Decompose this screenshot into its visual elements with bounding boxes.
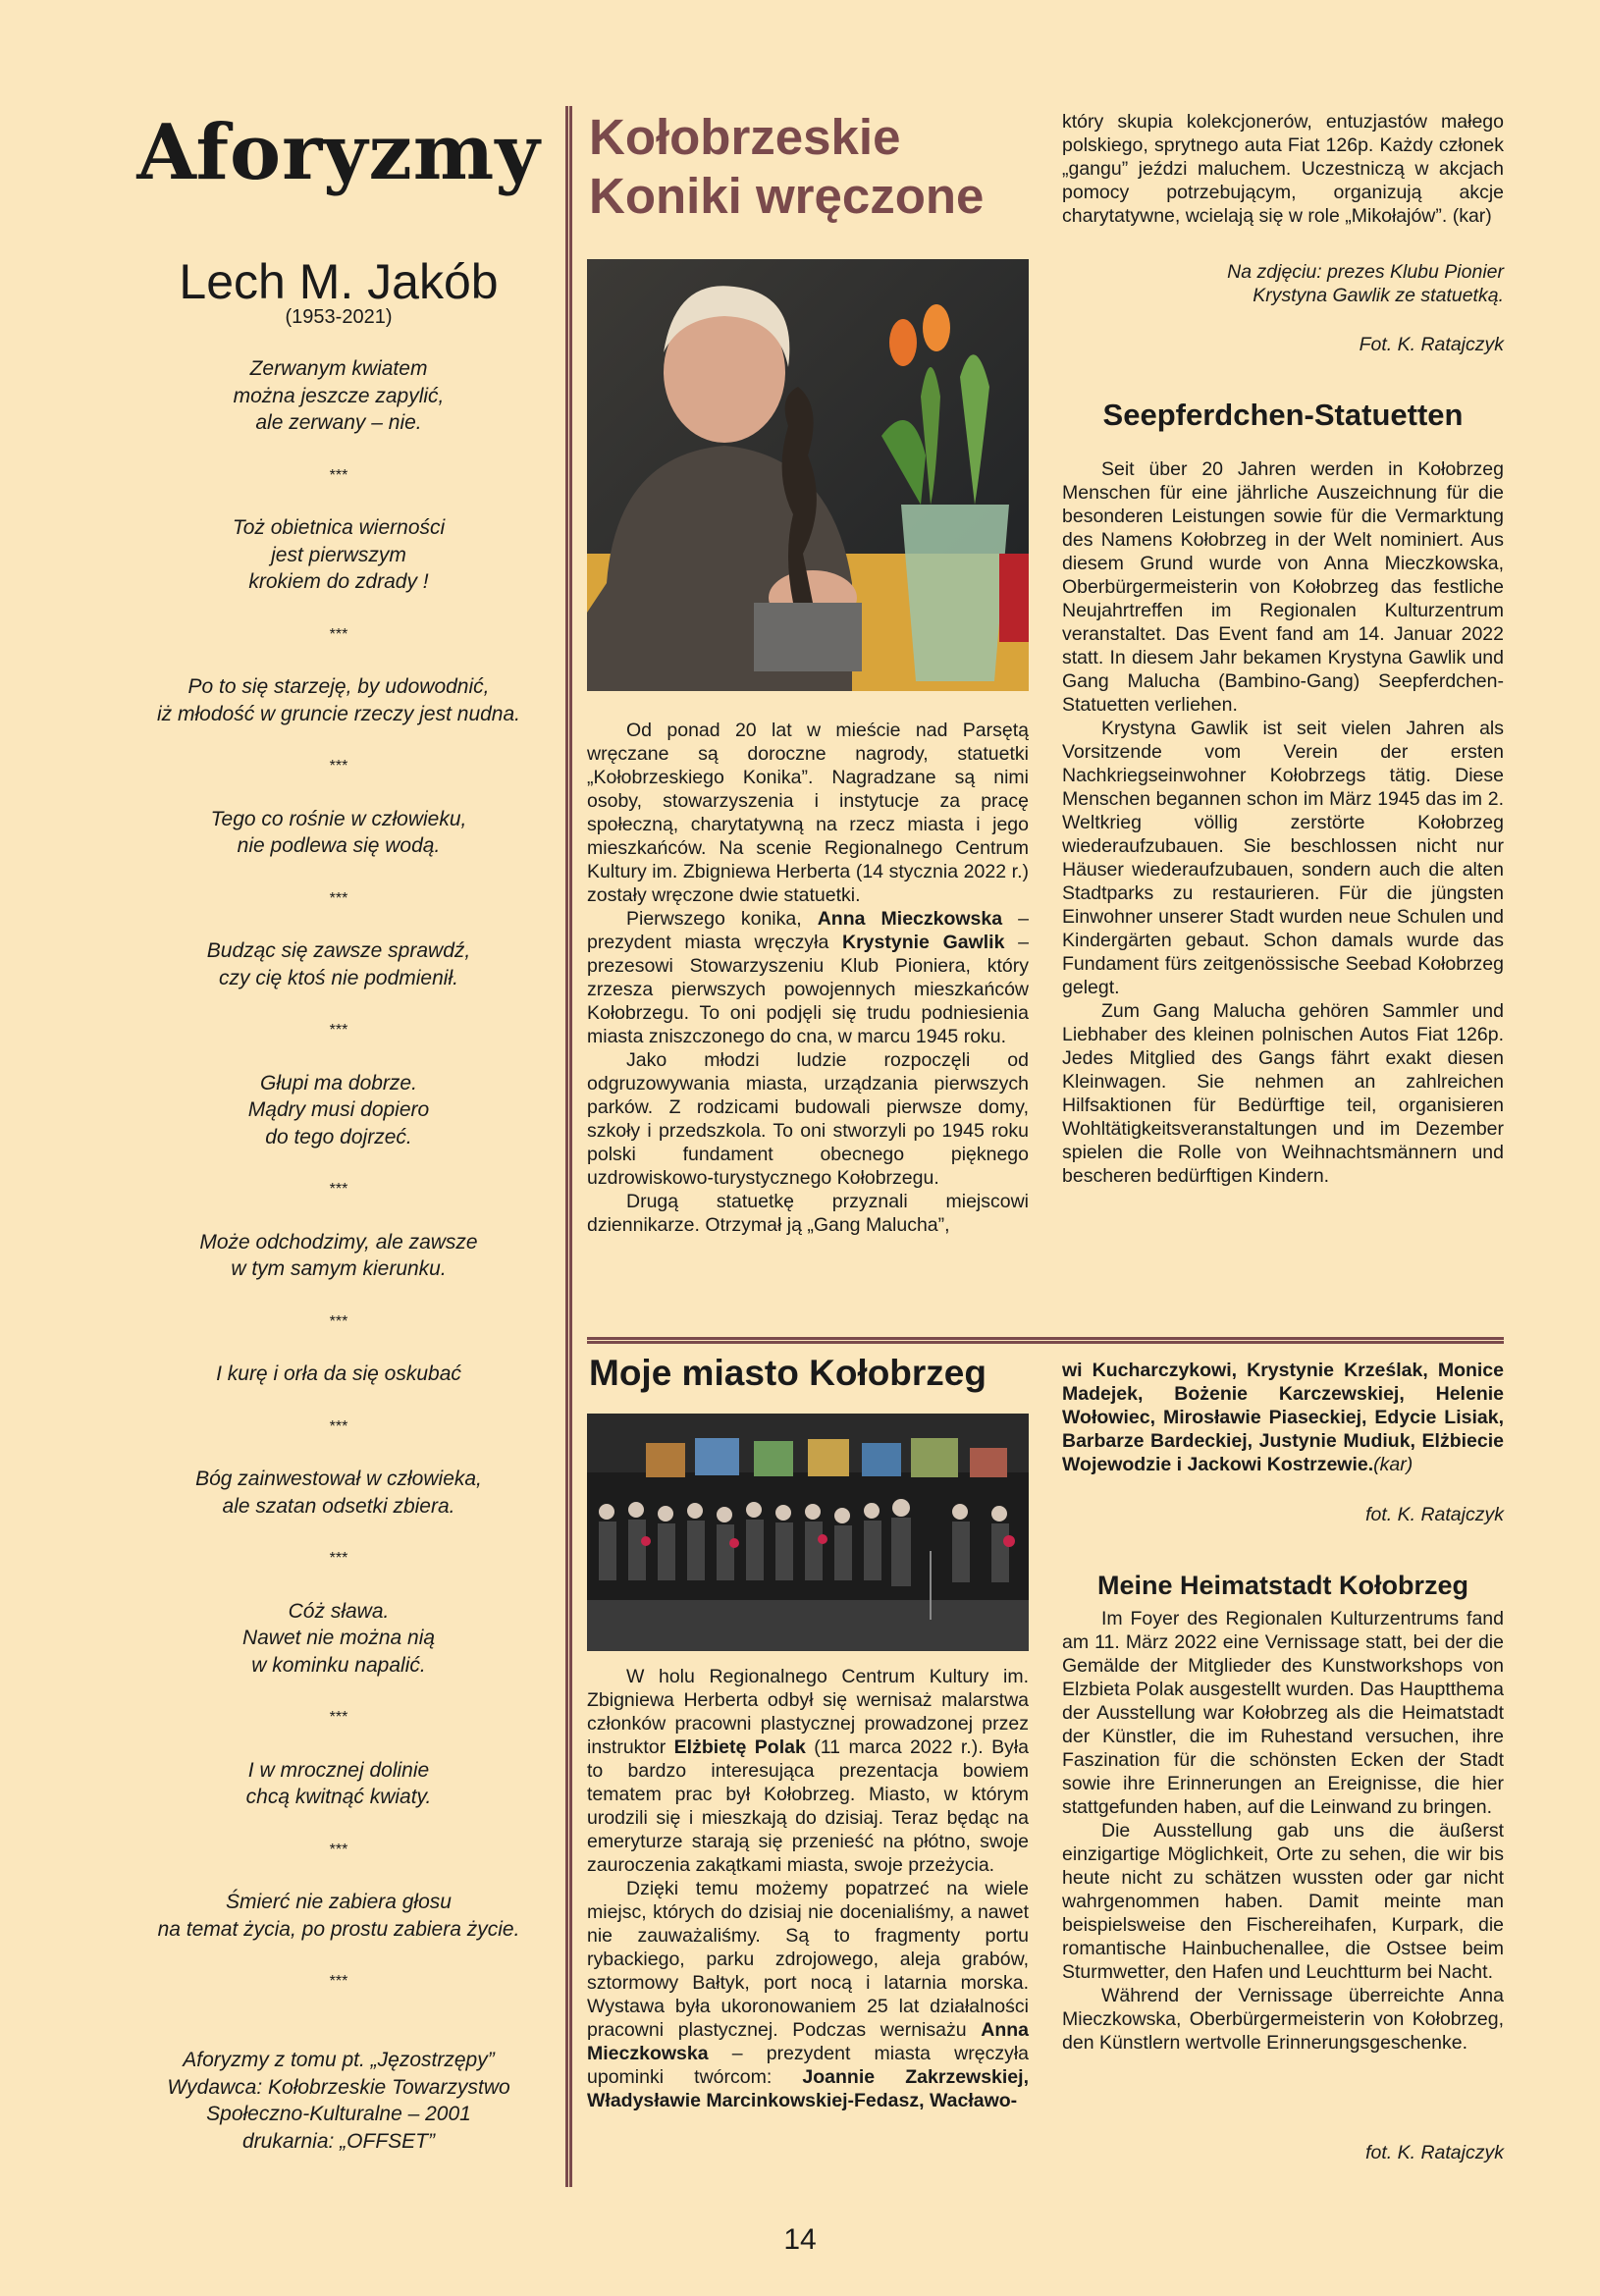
aphorism-line: ale szatan odsetki zbiera. bbox=[222, 1494, 455, 1518]
konik-photo bbox=[587, 259, 1029, 691]
paragraph bbox=[587, 1877, 1029, 2112]
text-run: – prezesowi Stowarzyszeniu Klub Pioniera, który zrzesza pierwszych powojennych mieszkańców Kołobrzegu. To oni podjęli się trudu podniesienia miasta zniszczonego do cna, w marcu 1945 roku. bbox=[587, 932, 1029, 1047]
page-number: 14 bbox=[783, 2223, 817, 2256]
aphorism bbox=[133, 806, 545, 860]
aphorism-separator: *** bbox=[329, 889, 348, 907]
moje-article-continuation bbox=[1062, 1359, 1504, 1476]
moje-article-title: Moje miasto Kołobrzeg bbox=[589, 1353, 987, 1393]
paragraph: Jako młodzi ludzie rozpoczęli od odgruzowywania miasta, urządzania pierwszych parków. Z rodzicami budowali pierwsze domy, szkoły i przedszkola. To oni stworzyli po 1945 roku polski fundament obecnego pięknego uzdrowiskowo-turystycznego Kołobrzegu. bbox=[587, 1049, 1029, 1189]
aphorism-line: można jeszcze zapylić, bbox=[233, 384, 445, 407]
text-run: – prezydent miasta wręczyła bbox=[587, 908, 1030, 953]
aphorism-separator: *** bbox=[329, 466, 348, 484]
paragraph: Krystyna Gawlik ist seit vielen Jahren als Vorsitzende vom Verein der ersten Nachkriegseinwohner Kołobrzegs tätig. Diese Menschen begannen schon im März 1945 das im 2. Weltkrieg völlig zerstörte Kołobrzeg wiederaufzubauen. Sie beschlossen nicht nur Häuser wiederaufzubauen, sondern auch die alten Stadtparks zu restaurieren. Für die jüngsten Einwohner unserer Stadt wurden neue Schulen und Kindergärten gebaut. Schon damals wurde das Fundament fürs zeitgenössische Seebad Kołobrzeg gelegt. bbox=[1062, 718, 1504, 998]
aphorism bbox=[133, 1070, 545, 1151]
aphorism-line: Tego co rośnie w człowieku, bbox=[210, 807, 467, 830]
konik-article-body bbox=[587, 719, 1029, 1237]
aphorism bbox=[133, 1466, 545, 1520]
konik-article-continuation bbox=[1062, 110, 1504, 228]
konik-article-title bbox=[589, 108, 1050, 226]
text-run-italic: (kar) bbox=[1373, 1454, 1413, 1475]
photo-credit: fot. K. Ratajczyk bbox=[1365, 2142, 1504, 2163]
text-run-bold: wi Kucharczykowi, Krystynie Krześlak, Monice Madejek, Bożenie Karczewskiej, Helenie Wołowiec, Mirosławie Piaseckiej, Edycie Lisiak, Barbarze Bardeckiej, Justynie Mudiuk, Elżbiecie Wojewodzie i Jackowi Kostrzewie. bbox=[1062, 1360, 1504, 1475]
seepferdchen-body bbox=[1062, 457, 1504, 1188]
text-run: (11 marca 2022 r.). Była to bardzo interesująca prezentacja bowiem tematem prac był Kołobrzeg. Miasto, w którym urodzili się i mieszkają do dzisiaj. Teraz będąc na emeryturze starają się przenieść na płótno, swoje zauroczenia zakątkami miasta, swoje przeżycia. bbox=[587, 1736, 1030, 1876]
column-divider bbox=[565, 106, 572, 2187]
paragraph: Od ponad 20 lat w mieście nad Parsętą wręczane są doroczne nagrody, statuetki „Kołobrzeskiego Konika”. Nagradzane są nimi osoby, stowarzyszenia i instytucje za pracę społeczną, charytatywną na rzecz miasta i jego mieszkańców. Na scenie Regionalnego Centrum Kultury im. Zbigniewa Herberta (14 stycznia 2022 r.) zostały wręczone dwie statuetki. bbox=[587, 720, 1029, 906]
paragraph: Im Foyer des Regionalen Kulturzentrums fand am 11. März 2022 eine Vernissage statt, bei der die Gemälde der Mitglieder des Kunstworkshops von Elzbieta Polak ausgestellt wurden. Das Hauptthema der Ausstellung war Kołobrzeg als die Heimatstadt der Künstler, die im Ruhestand versuchen, ihre Faszination für die schönsten Ecken der Stadt sowie ihre Erinnerungen an Ereignisse, die hier stattgefunden haben, auf die Leinwand zu bringen. bbox=[1062, 1608, 1504, 1818]
source-line: Społeczno-Kulturalne – 2001 bbox=[206, 2103, 471, 2125]
aphorism-line: Toż obietnica wierności bbox=[232, 516, 446, 539]
meine-title: Meine Heimatstadt Kołobrzeg bbox=[1096, 1571, 1469, 1600]
aphorism-line: na temat życia, po prostu zabiera życie. bbox=[157, 1917, 520, 1941]
photo-credit: fot. K. Ratajczyk bbox=[1365, 1504, 1504, 1525]
text-run-bold: Elżbietę Polak bbox=[673, 1736, 806, 1758]
aphorism-line: chcą kwitnąć kwiaty. bbox=[245, 1786, 432, 1808]
section-divider bbox=[587, 1337, 1504, 1344]
paragraph bbox=[587, 1665, 1029, 1877]
photo-caption bbox=[1062, 260, 1504, 307]
aphorism-line: w kominku napalić. bbox=[251, 1653, 426, 1677]
exhibition-photo-illustration bbox=[587, 1414, 1029, 1651]
photo-credit: Fot. K. Ratajczyk bbox=[1359, 334, 1504, 355]
aphorism-line: I w mrocznej dolinie bbox=[247, 1758, 430, 1782]
paragraph bbox=[587, 907, 1029, 1048]
aphorism-separator: *** bbox=[329, 1312, 348, 1330]
aphorism bbox=[133, 1361, 545, 1388]
aphorism-separator: *** bbox=[329, 1022, 348, 1039]
aphorism-line: Głupi ma dobrze. bbox=[260, 1071, 417, 1095]
author-name: Lech M. Jakób bbox=[179, 254, 499, 309]
text-run-bold: Anna Mieczkowska bbox=[817, 908, 1003, 930]
aphorism bbox=[133, 1229, 545, 1283]
aphorism bbox=[133, 355, 545, 437]
source-line: drukarnia: „OFFSET” bbox=[241, 2129, 436, 2153]
aphorism-line: jest pierwszym bbox=[271, 543, 406, 566]
paragraph: Die Ausstellung gab uns die äußerst einzigartige Möglichkeit, Orte zu sehen, die wir bis heute nicht zu schätzen wussten oder gar nicht wahrgenommen haben. Damit meinte man beispielsweise den Fischereihafen, Kurpark, die romantische Hainbuchenallee, die Ostsee beim Sturmwetter, den Hafen und Leuchtturm bei Nacht. bbox=[1062, 1820, 1504, 1983]
aphorism-line: do tego dojrzeć. bbox=[265, 1125, 412, 1148]
text-run: – prezydent miasta wręczyła upominki twórcom: bbox=[587, 2043, 1029, 2088]
aphorism-line: iż młodość w gruncie rzeczy jest nudna. bbox=[157, 702, 520, 725]
aphorism-line: Mądry musi dopiero bbox=[247, 1098, 430, 1121]
aphorism-separator: *** bbox=[329, 1973, 348, 1990]
aphorism bbox=[133, 1598, 545, 1680]
paragraph bbox=[1062, 1359, 1504, 1476]
title-line: Koniki wręczone bbox=[589, 168, 985, 224]
caption-line: Na zdjęciu: prezes Klubu Pionier bbox=[1227, 261, 1504, 283]
aphorism-separator: *** bbox=[329, 758, 348, 774]
aphorism-separator: *** bbox=[329, 1550, 348, 1567]
text-run-bold: Anna Mieczkowska bbox=[587, 2019, 1029, 2064]
aphorism-line: Może odchodzimy, ale zawsze bbox=[199, 1230, 478, 1254]
title-line: Kołobrzeskie bbox=[589, 109, 901, 165]
aphorisms-list bbox=[133, 355, 545, 2021]
aphorism-line: Po to się starzeję, by udowodnić, bbox=[187, 675, 490, 698]
aphorism-separator: *** bbox=[329, 1417, 348, 1435]
aphorism-separator: *** bbox=[329, 1841, 348, 1858]
text-run-bold: Krystynie Gawlik bbox=[842, 932, 1005, 953]
text-run: Dzięki temu możemy popatrzeć na wiele miejsc, których do dzisiaj nie docenialiśmy, a nawet nie zauważaliśmy. Są to fragmenty portu rybackiego, parku zdrojowego, aleja grabów, sztormowy Bałtyk, port nocą i latarnia morska. Wystawa była ukoronowaniem 25 lat działalności pracowni plastycznej. Podczas wernisażu bbox=[587, 1878, 1029, 2041]
aphorism-line: czy cię ktoś nie podmienił. bbox=[219, 966, 458, 989]
aphorism-line: I kurę i orła da się oskubać bbox=[216, 1362, 461, 1385]
source-line: Aforyzmy z tomu pt. „Jęzostrzępy” bbox=[183, 2049, 495, 2071]
aphorism-line: Bóg zainwestował w człowieka, bbox=[195, 1468, 482, 1490]
aphorism-line: Budząc się zawsze sprawdź, bbox=[206, 939, 471, 962]
paragraph: Drugą statuetkę przyznali miejscowi dziennikarze. Otrzymał ją „Gang Malucha”, bbox=[587, 1191, 1029, 1236]
text-run: Pierwszego konika, bbox=[626, 908, 818, 930]
text-run-bold: Joannie Zakrzewskiej, Władysławie Marcinkowskiej-Fedasz, Wacławo- bbox=[587, 2066, 1029, 2111]
aphorisms-source bbox=[133, 2047, 545, 2155]
source-line: Wydawca: Kołobrzeskie Towarzystwo bbox=[167, 2075, 510, 2099]
aphorism-line: Śmierć nie zabiera głosu bbox=[226, 1891, 452, 1913]
exhibition-photo bbox=[587, 1414, 1029, 1651]
aphorism bbox=[133, 673, 545, 727]
seepferdchen-title: Seepferdchen-Statuetten bbox=[1102, 398, 1464, 432]
aphorism-line: Zerwanym kwiatem bbox=[249, 357, 428, 380]
caption-line: Krystyna Gawlik ze statuetką. bbox=[1253, 285, 1504, 306]
aphorism-line: w tym samym kierunku. bbox=[231, 1257, 447, 1280]
author-years: (1953-2021) bbox=[285, 306, 393, 328]
aphorism-line: Nawet nie można nią bbox=[241, 1627, 436, 1649]
meine-body bbox=[1062, 1607, 1504, 2055]
aphorism-separator: *** bbox=[329, 1181, 348, 1198]
aphorism-line: ale zerwany – nie. bbox=[255, 411, 422, 434]
paragraph: Seit über 20 Jahren werden in Kołobrzeg Menschen für eine jährliche Auszeichnung für die besonderen Leistungen sowie für die Vermarktung des Namens Kołobrzeg in der Welt nominiert. Aus diesem Grund wurde von Anna Mieczkowska, Oberbürgermeisterin von Kołobrzeg das festliche Neujahrtreffen im Regionalen Kulturzentrum veranstaltet. Das Event fand am 14. Januar 2022 statt. In diesem Jahr bekamen Krystyna Gawlik und Gang Malucha (Bambino-Gang) Seepferdchen-Statuetten verliehen. bbox=[1062, 458, 1504, 716]
aphorism bbox=[133, 1757, 545, 1811]
aphorism-separator: *** bbox=[329, 1709, 348, 1726]
aphorism bbox=[133, 514, 545, 596]
portrait-photo-illustration bbox=[587, 259, 1029, 691]
paragraph: Während der Vernissage überreichte Anna Mieczkowska, Oberbürgermeisterin von Kołobrzeg, den Künstlern wertvolle Erinnerungsgeschenke. bbox=[1062, 1985, 1504, 2054]
aphorism bbox=[133, 937, 545, 991]
paragraph: Zum Gang Malucha gehören Sammler und Liebhaber des kleinen polnischen Autos Fiat 126p. Jedes Mitglied des Gangs fährt exakt diesen Kleinwagen. Sie nehmen an zahlreichen Hilfsaktionen für Bedürftige teil, organisieren Wohltätigkeitsveranstaltungen und im Dezember spielen die Rolle von Weihnachtsmännern und bescheren bedürftigen Kindern. bbox=[1062, 1000, 1504, 1187]
aphorism-line: krokiem do zdrady ! bbox=[248, 570, 429, 593]
text-run: W holu Regionalnego Centrum Kultury im. Zbigniewa Herberta odbył się wernisaż malarstwa członków pracowni plastycznej prowadzonej przez instruktor bbox=[587, 1666, 1029, 1758]
paragraph: który skupia kolekcjonerów, entuzjastów małego polskiego, sprytnego auta Fiat 126p. Każdy członek „gangu” jeździ maluchem. Uczestniczą w akcjach pomocy potrzebującym, organizują akcje charytatywne, wcielają się w role „Mikołajów”. (kar) bbox=[1062, 111, 1504, 227]
moje-article-body bbox=[587, 1665, 1029, 2112]
aphorism-separator: *** bbox=[329, 625, 348, 643]
aphorism-line: Cóż sława. bbox=[288, 1599, 390, 1623]
aphorisms-title: Aforyzmy bbox=[136, 108, 541, 197]
aphorism-line: nie podlewa się wodą. bbox=[237, 834, 441, 857]
aphorism bbox=[133, 1889, 545, 1943]
